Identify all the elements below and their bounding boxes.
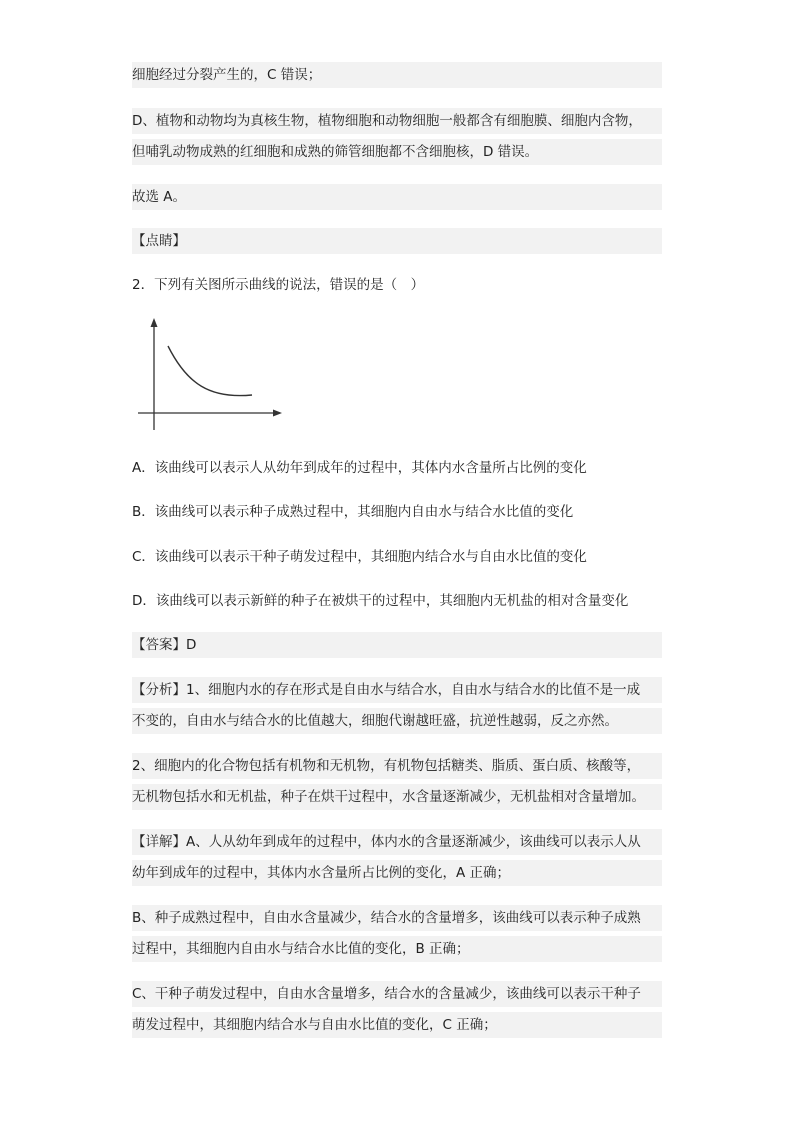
detail-line: C、干种子萌发过程中，自由水含量增多，结合水的含量减少，该曲线可以表示干种子 <box>132 981 662 1007</box>
detail-line: 幼年到成年的过程中，其体内水含量所占比例的变化，A 正确； <box>132 860 662 886</box>
detail-line: 萌发过程中，其细胞内结合水与自由水比值的变化，C 正确； <box>132 1012 662 1038</box>
analysis-line: 【分析】1、细胞内水的存在形式是自由水与结合水，自由水与结合水的比值不是一成 <box>132 677 662 703</box>
option-a: A．该曲线可以表示人从幼年到成年的过程中，其体内水含量所占比例的变化 <box>132 460 587 476</box>
decreasing-curve <box>168 346 252 396</box>
detail-line: B、种子成熟过程中，自由水含量减少，结合水的含量增多，该曲线可以表示种子成熟 <box>132 905 662 931</box>
detail-line: 过程中，其细胞内自由水与结合水比值的变化，B 正确； <box>132 936 662 962</box>
text-line: D、植物和动物均为真核生物，植物细胞和动物细胞一般都含有细胞膜、细胞内含物， <box>132 108 662 134</box>
text-line: 但哺乳动物成熟的红细胞和成熟的筛管细胞都不含细胞核，D 错误。 <box>132 139 662 165</box>
analysis-line: 不变的，自由水与结合水的比值越大，细胞代谢越旺盛，抗逆性越弱，反之亦然。 <box>132 708 662 734</box>
section-heading: 【点睛】 <box>132 228 662 254</box>
option-c: C．该曲线可以表示干种子萌发过程中，其细胞内结合水与自由水比值的变化 <box>132 549 587 565</box>
text-line: 故选 A。 <box>132 184 662 210</box>
detail-line: 【详解】A、人从幼年到成年的过程中，体内水的含量逐渐减少，该曲线可以表示人从 <box>132 829 662 855</box>
question-stem: 2．下列有关图所示曲线的说法，错误的是（ ） <box>132 277 425 293</box>
option-d: D．该曲线可以表示新鲜的种子在被烘干的过程中，其细胞内无机盐的相对含量变化 <box>132 593 629 609</box>
text-line: 细胞经过分裂产生的，C 错误； <box>132 62 662 88</box>
analysis-line: 无机物包括水和无机盐，种子在烘干过程中，水含量逐渐减少，无机盐相对含量增加。 <box>132 784 662 810</box>
x-axis-arrow <box>273 410 282 417</box>
curve-figure <box>132 316 292 434</box>
y-axis-arrow <box>151 318 158 327</box>
option-b: B．该曲线可以表示种子成熟过程中，其细胞内自由水与结合水比值的变化 <box>132 504 574 520</box>
analysis-line: 2、细胞内的化合物包括有机物和无机物，有机物包括糖类、脂质、蛋白质、核酸等， <box>132 753 662 779</box>
answer-line: 【答案】D <box>132 632 662 658</box>
